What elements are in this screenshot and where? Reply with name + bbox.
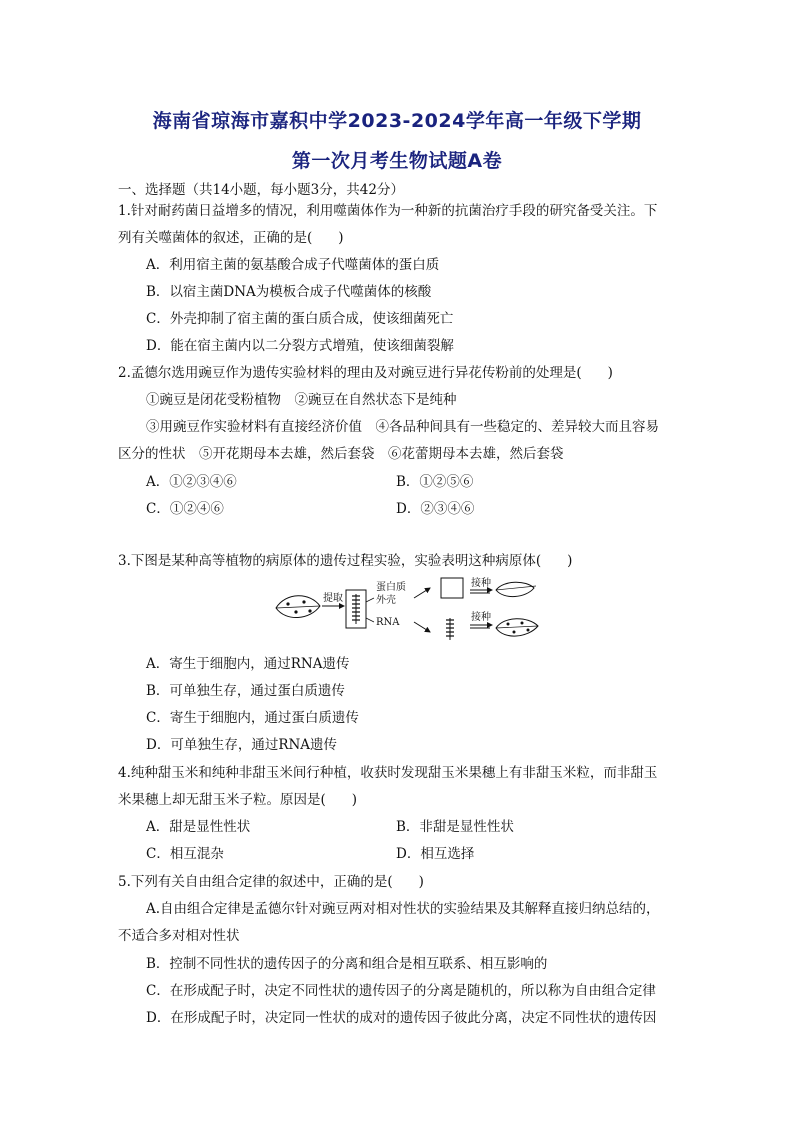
q1-option-a: A．利用宿主菌的氨基酸合成子代噬菌体的蛋白质 (146, 257, 440, 273)
rna-helix-icon (446, 618, 454, 640)
q3-stem-paren: ) (567, 553, 573, 569)
q5-stem-text: 5.下列有关自由组合定律的叙述中，正确的是( (118, 874, 393, 890)
empty-shell-box (441, 578, 463, 598)
q3-stem-text: 3.下图是某种高等植物的病原体的遗传过程实验，实验表明这种病原体( (118, 553, 542, 569)
virus-particle-icon (346, 590, 366, 628)
q3-stem (118, 552, 572, 570)
q5-stem (118, 873, 424, 891)
q3-option-d: D．可单独生存，通过RNA遗传 (146, 737, 338, 753)
q2-option-d: D．②③④⑥ (396, 501, 475, 517)
label-extract: 提取 (323, 593, 343, 604)
q3-option-b: B．可单独生存，通过蛋白质遗传 (146, 683, 345, 699)
q1-stem-line1: 1.针对耐药菌日益增多的情况，利用噬菌体作为一种新的抗菌治疗手段的研究备受关注。下 (118, 203, 658, 219)
label-inoculate-bottom: 接种 (471, 612, 491, 623)
exam-title-line1: 海南省琼海市嘉积中学2023-2024学年高一年级下学期 (152, 110, 642, 132)
label-rna: RNA (376, 617, 400, 628)
q4-stem-line2 (118, 791, 357, 809)
exam-title-line2: 第一次月考生物试题A卷 (291, 150, 503, 172)
q1-option-c: C．外壳抑制了宿主菌的蛋白质合成，使该细菌死亡 (146, 311, 454, 327)
q2-statements-line3: 区分的性状 ⑤开花期母本去雄，然后套袋 ⑥花蕾期母本去雄，然后套袋 (118, 446, 564, 462)
q4-stem-paren: ) (351, 792, 358, 808)
q3-option-c: C．寄生于细胞内，通过蛋白质遗传 (146, 710, 359, 726)
q2-option-a: A．①②③④⑥ (146, 474, 237, 490)
q1-option-d: D．能在宿主菌内以二分裂方式增殖，使该细菌裂解 (146, 338, 454, 354)
q4-option-c: C．相互混杂 (146, 846, 224, 862)
q1-stem-text: 列有关噬菌体的叙述，正确的是( (118, 230, 313, 246)
q2-option-b: B．①②⑤⑥ (396, 474, 474, 490)
q5-stem-paren: ) (418, 874, 424, 890)
q1-stem-paren: ) (338, 230, 344, 246)
pathogen-experiment-diagram (274, 576, 544, 646)
q3-option-a: A．寄生于细胞内，通过RNA遗传 (146, 656, 350, 672)
q4-stem-text: 米果穗上却无甜玉米子粒。原因是( (118, 792, 326, 808)
q4-stem-line1: 4.纯种甜玉米和纯种非甜玉米间行种植，收获时发现甜玉米果穗上有非甜玉米粒，而非甜玉 (118, 765, 658, 781)
label-inoculate-top: 接种 (471, 578, 491, 589)
diseased-leaf-icon (276, 596, 320, 618)
q5-option-b: B．控制不同性状的遗传因子的分离和组合是相互联系、相互影响的 (146, 956, 548, 972)
q5-option-d: D．在形成配子时，决定同一性状的成对的遗传因子彼此分离，决定不同性状的遗传因 (146, 1010, 657, 1026)
q5-option-a-line2: 不适合多对相对性状 (118, 928, 240, 944)
q2-option-c: C．①②④⑥ (146, 501, 224, 517)
q4-option-a: A．甜是显性性状 (146, 819, 251, 835)
label-shell: 外壳 (376, 595, 396, 606)
q5-option-a-line1: A.自由组合定律是孟德尔针对豌豆两对相对性状的实验结果及其解释直接归纳总结的， (146, 901, 660, 917)
q4-option-d: D．相互选择 (396, 846, 475, 862)
q2-stem (118, 364, 613, 382)
q1-stem-line2 (118, 229, 344, 247)
q2-stem-paren: ) (607, 365, 613, 381)
infected-leaf-icon (496, 619, 538, 636)
label-protein: 蛋白质 (376, 582, 406, 593)
section-heading: 一、选择题（共14小题，每小题3分，共42分） (118, 182, 404, 198)
healthy-leaf-icon (496, 582, 536, 596)
q1-option-b: B．以宿主菌DNA为模板合成子代噬菌体的核酸 (146, 284, 432, 300)
q5-option-c: C．在形成配子时，决定不同性状的遗传因子的分离是随机的，所以称为自由组合定律 (146, 983, 656, 999)
q2-statements-line2: ③用豌豆作实验材料有直接经济价值 ④各品种间具有一些稳定的、差异较大而且容易 (146, 419, 659, 435)
q2-statements-line1: ①豌豆是闭花受粉植物 ②豌豆在自然状态下是纯种 (146, 392, 457, 408)
q2-stem-text: 2.孟德尔选用豌豆作为遗传实验材料的理由及对豌豆进行异花传粉前的处理是( (118, 365, 582, 381)
q4-option-b: B．非甜是显性性状 (396, 819, 514, 835)
